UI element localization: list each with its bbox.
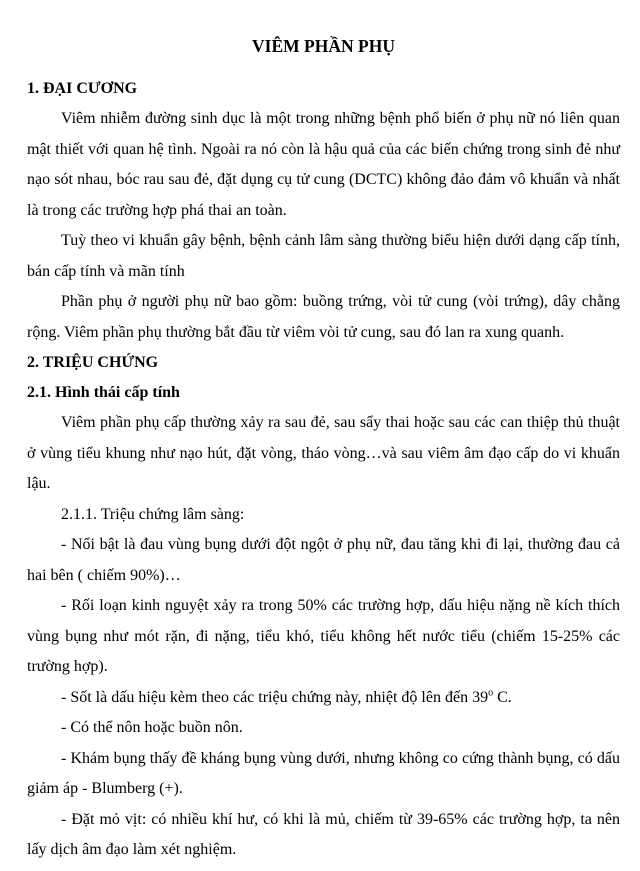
list-item: - Đặt mỏ vịt: có nhiều khí hư, có khi là mủ, chiếm từ 39-65% các trường hợp, ta nên lấy dịch âm đạo làm xét nghiệm.	[27, 810, 620, 858]
document-title: VIÊM PHẦN PHỤ	[252, 36, 395, 56]
paragraph: Tuỳ theo vi khuẩn gây bệnh, bệnh cảnh lâm sàng thường biểu hiện dưới dạng cấp tính, bán cấp tính và mãn tính	[27, 232, 620, 280]
list-item: - Khám bụng thấy đề kháng bụng vùng dưới, nhưng không co cứng thành bụng, có dấu giảm áp - Blumberg (+).	[27, 749, 620, 797]
subsubsection-heading: 2.1.1. Triệu chứng lâm sàng:	[61, 505, 245, 523]
subsection-heading-cap-tinh: 2.1. Hình thái cấp tính	[27, 384, 180, 401]
section-heading-trieu-chung: 2. TRIỆU CHỨNG	[27, 354, 159, 371]
list-item: - Nổi bật là đau vùng bụng dưới đột ngột ở phụ nữ, đau tăng khi đi lại, thường đau cả hai bên ( chiếm 90%)…	[27, 536, 620, 584]
list-item-fever	[27, 683, 620, 714]
section-heading-dai-cuong: 1. ĐẠI CƯƠNG	[27, 80, 138, 97]
paragraph: Viêm phần phụ cấp thường xảy ra sau đẻ, sau sẩy thai hoặc sau các can thiệp thủ thuật ở vùng tiểu khung như nạo hút, đặt vòng, tháo vòng…và sau viêm âm đạo cấp do vi khuẩn lậu.	[27, 414, 620, 492]
list-item: - Rối loạn kinh nguyệt xảy ra trong 50% các trường hợp, dấu hiệu nặng nề kích thích vùng bụng như mót rặn, đi nặng, tiểu khó, tiểu không hết nước tiểu (chiếm 15-25% các trường hợp).	[27, 597, 620, 675]
list-item: - Có thể nôn hoặc buồn nôn.	[61, 719, 243, 736]
degree-symbol: o	[488, 687, 494, 699]
paragraph: Phần phụ ở người phụ nữ bao gồm: buồng trứng, vòi tử cung (vòi trứng), dây chằng rộng. Viêm phần phụ thường bắt đầu từ viêm vòi tử cung, sau đó lan ra xung quanh.	[27, 293, 620, 341]
fever-unit: C.	[493, 688, 512, 706]
fever-text: - Sốt là dấu hiệu kèm theo các triệu chứng này, nhiệt độ lên đến 39	[61, 688, 489, 706]
paragraph: Viêm nhiễm đường sinh dục là một trong những bệnh phổ biến ở phụ nữ nó liên quan mật thiết với quan hệ tình. Ngoài ra nó còn là hậu quả của các biến chứng trong sinh đẻ như nạo sót nhau, bóc rau sau đẻ, đặt dụng cụ tử cung (DCTC) không đảo đảm vô khuẩn và nhất là trong các trường hợp phá thai an toàn.	[27, 110, 620, 219]
